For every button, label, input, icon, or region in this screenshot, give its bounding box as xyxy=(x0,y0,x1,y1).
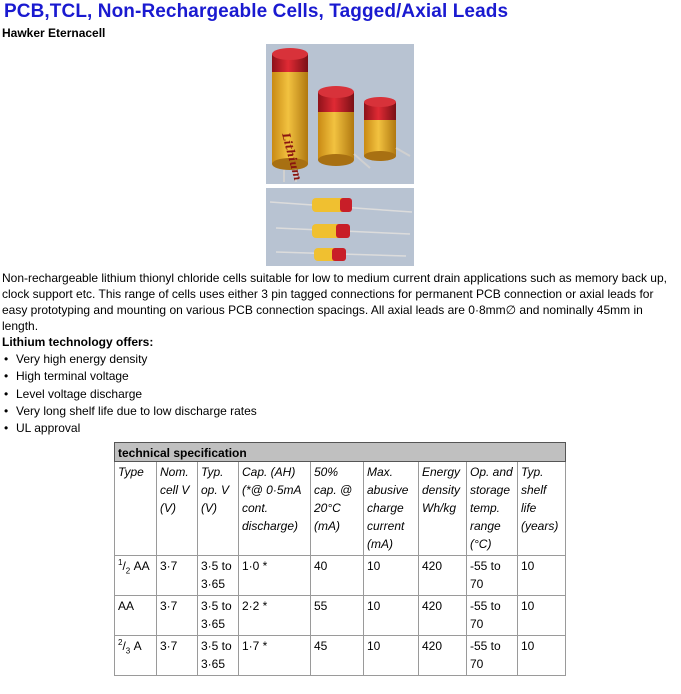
table-row xyxy=(115,556,566,596)
table-cell: 3·7 xyxy=(157,596,198,636)
table-cell: 10 xyxy=(364,596,419,636)
table-cell: 3·7 xyxy=(157,636,198,676)
cell-type: $^2/_3$ A xyxy=(115,636,157,676)
table-cell: 3·5 to 3·65 xyxy=(198,596,239,636)
table-cell: -55 to 70 xyxy=(467,636,518,676)
table-cell: 1·7 * xyxy=(239,636,311,676)
table-cell: 3·5 to 3·65 xyxy=(198,556,239,596)
page-title: PCB,TCL, Non-Rechargeable Cells, Tagged/Axial Leads xyxy=(4,1,509,22)
table-cell: 3·5 to 3·65 xyxy=(198,636,239,676)
header-nom-cell-v: Nom. cell V (V) xyxy=(157,462,198,556)
battery-photo-axial xyxy=(266,188,414,266)
feature-item: • UL approval xyxy=(2,420,257,437)
table-cell: 10 xyxy=(364,636,419,676)
table-cell: 10 xyxy=(518,596,566,636)
table-cell: -55 to 70 xyxy=(467,596,518,636)
header-type: Type xyxy=(115,462,157,556)
table-cell: 420 xyxy=(419,556,467,596)
table-cell: 2·2 * xyxy=(239,596,311,636)
cell-type: AA xyxy=(115,596,157,636)
feature-item: • Very high energy density xyxy=(2,351,257,368)
table-cell: 1·0 * xyxy=(239,556,311,596)
header-temp-range: Op. and storage temp. range (°C) xyxy=(467,462,518,556)
spec-table xyxy=(114,442,566,676)
header-capacity: Cap. (AH) (*@ 0·5mA cont. discharge) xyxy=(239,462,311,556)
battery-cells-illustration xyxy=(266,44,414,184)
table-cell: 45 xyxy=(311,636,364,676)
battery-label-text: Lithium xyxy=(279,131,305,182)
table-cell: 10 xyxy=(518,556,566,596)
feature-item: • Very long shelf life due to low discharge rates xyxy=(2,403,257,420)
table-cell: 10 xyxy=(364,556,419,596)
feature-item: • Level voltage discharge xyxy=(2,386,257,403)
table-cell: 40 xyxy=(311,556,364,596)
header-50pct-cap: 50% cap. @ 20°C (mA) xyxy=(311,462,364,556)
feature-item: • High terminal voltage xyxy=(2,368,257,385)
battery-photo-upright xyxy=(266,44,414,184)
header-typ-op-v: Typ. op. V (V) xyxy=(198,462,239,556)
brand-name: Hawker Eternacell xyxy=(2,26,106,40)
table-cell: 55 xyxy=(311,596,364,636)
table-cell: 420 xyxy=(419,636,467,676)
table-row xyxy=(115,596,566,636)
spec-header-row xyxy=(115,462,566,556)
table-row xyxy=(115,636,566,676)
table-cell: 420 xyxy=(419,596,467,636)
header-energy-density: Energy density Wh/kg xyxy=(419,462,467,556)
features-heading: Lithium technology offers: xyxy=(2,335,154,349)
header-max-charge: Max. abusive charge current (mA) xyxy=(364,462,419,556)
product-description: Non-rechargeable lithium thionyl chloride cells suitable for low to medium current drain applications such as memory back up, clock support etc. This range of cells uses either 3 pin tagged connections for permanent PCB connection or axial leads for easy prototyping and mounting on various PCB connection spacings. All axial leads are 0·8mm∅ and nominally 45mm in length. xyxy=(2,271,667,333)
header-shelf-life: Typ. shelf life (years) xyxy=(518,462,566,556)
table-cell: -55 to 70 xyxy=(467,556,518,596)
table-cell: 3·7 xyxy=(157,556,198,596)
axial-cells-illustration xyxy=(266,188,414,266)
table-cell: 10 xyxy=(518,636,566,676)
features-list xyxy=(2,351,257,437)
cell-type: $^1/_2$ AA xyxy=(115,556,157,596)
spec-table-title: technical specification xyxy=(115,443,566,462)
